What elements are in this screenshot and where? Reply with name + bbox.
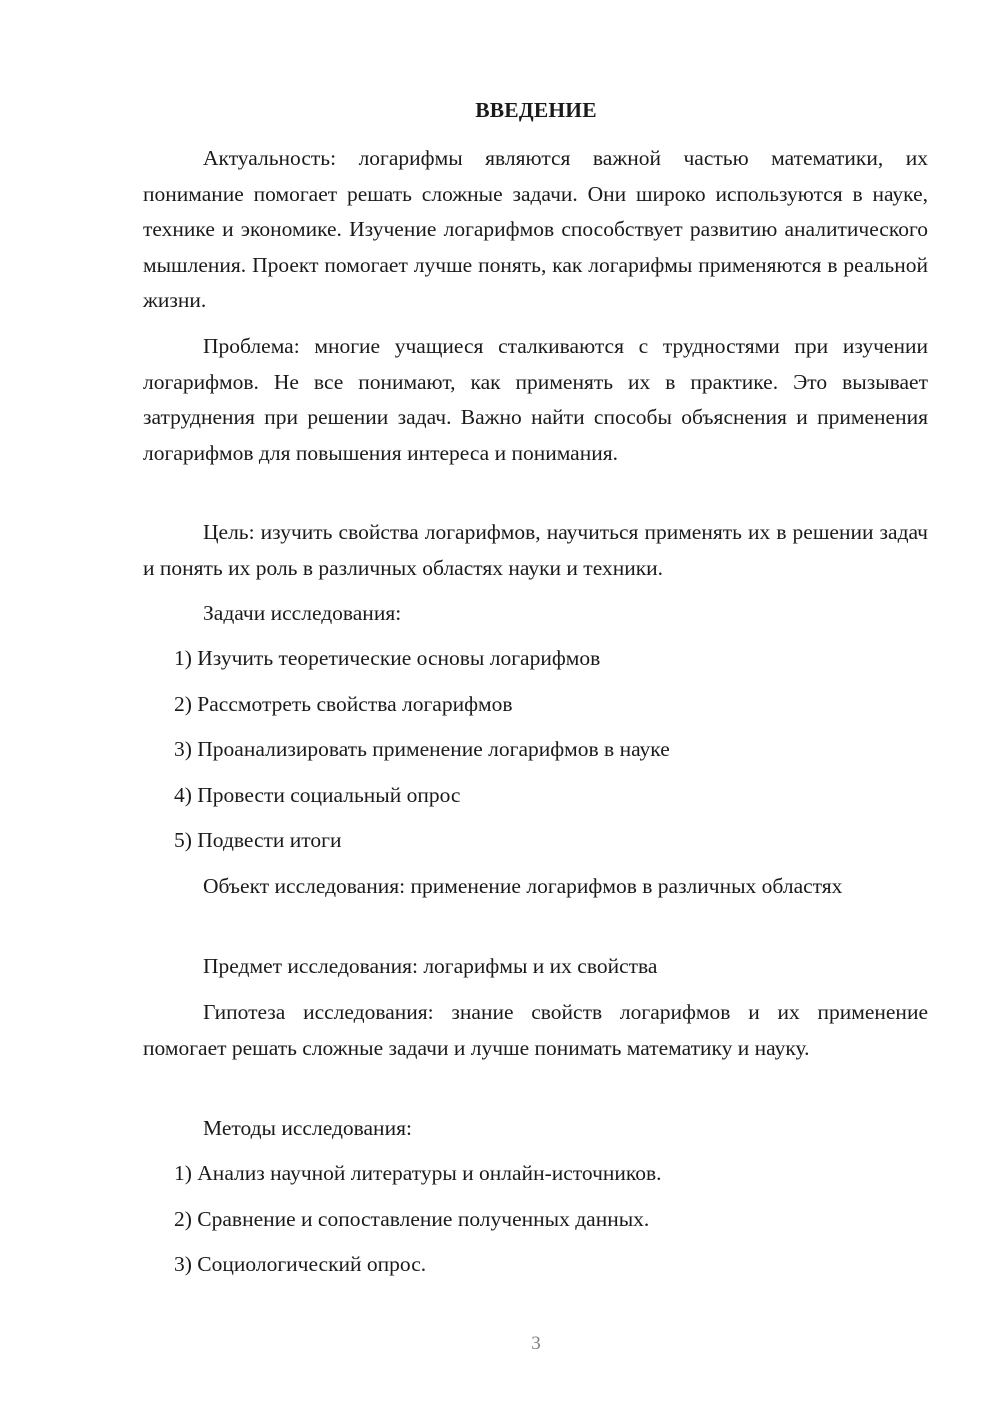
list-item: 2) Рассмотреть свойства логарифмов xyxy=(174,692,513,716)
list-item: 5) Подвести итоги xyxy=(174,828,342,852)
paragraph-object: Объект исследования: применение логарифмов в различных областях xyxy=(203,874,843,898)
list-item: 4) Провести социальный опрос xyxy=(174,783,461,807)
page-number: 3 xyxy=(531,1333,541,1354)
paragraph-problem: Проблема: многие учащиеся сталкиваются с трудностями при изучении логарифмов. Не все понимают, как применять их в практике. Это вызывает затруднения при решении задач. Важно найти способы объяснения и применения логарифмов для повышения интереса и понимания. xyxy=(143,334,928,465)
paragraph-goal: Цель: изучить свойства логарифмов, научиться применять их в решении задач и понять их роль в различных областях науки и техники. xyxy=(143,520,928,580)
list-item: 3) Проанализировать применение логарифмов в науке xyxy=(174,737,670,761)
paragraph-hypothesis: Гипотеза исследования: знание свойств логарифмов и их применение помогает решать сложные задачи и лучше понимать математику и науку. xyxy=(143,1000,928,1060)
tasks-title: Задачи исследования: xyxy=(203,601,402,625)
list-item: 1) Анализ научной литературы и онлайн-источников. xyxy=(174,1161,662,1185)
list-item: 3) Социологический опрос. xyxy=(174,1252,427,1276)
paragraph-subject: Предмет исследования: логарифмы и их свойства xyxy=(203,954,658,978)
paragraph-relevance: Актуальность: логарифмы являются важной частью математики, их понимание помогает решать сложные задачи. Они широко используются в науке, технике и экономике. Изучение логарифмов способствует развитию аналитического мышления. Проект помогает лучше понять, как логарифмы применяются в реальной жизни. xyxy=(143,146,928,312)
section-heading: ВВЕДЕНИЕ xyxy=(475,98,597,122)
methods-title: Методы исследования: xyxy=(203,1116,412,1140)
list-item: 1) Изучить теоретические основы логарифмов xyxy=(174,646,601,670)
list-item: 2) Сравнение и сопоставление полученных данных. xyxy=(174,1207,650,1231)
